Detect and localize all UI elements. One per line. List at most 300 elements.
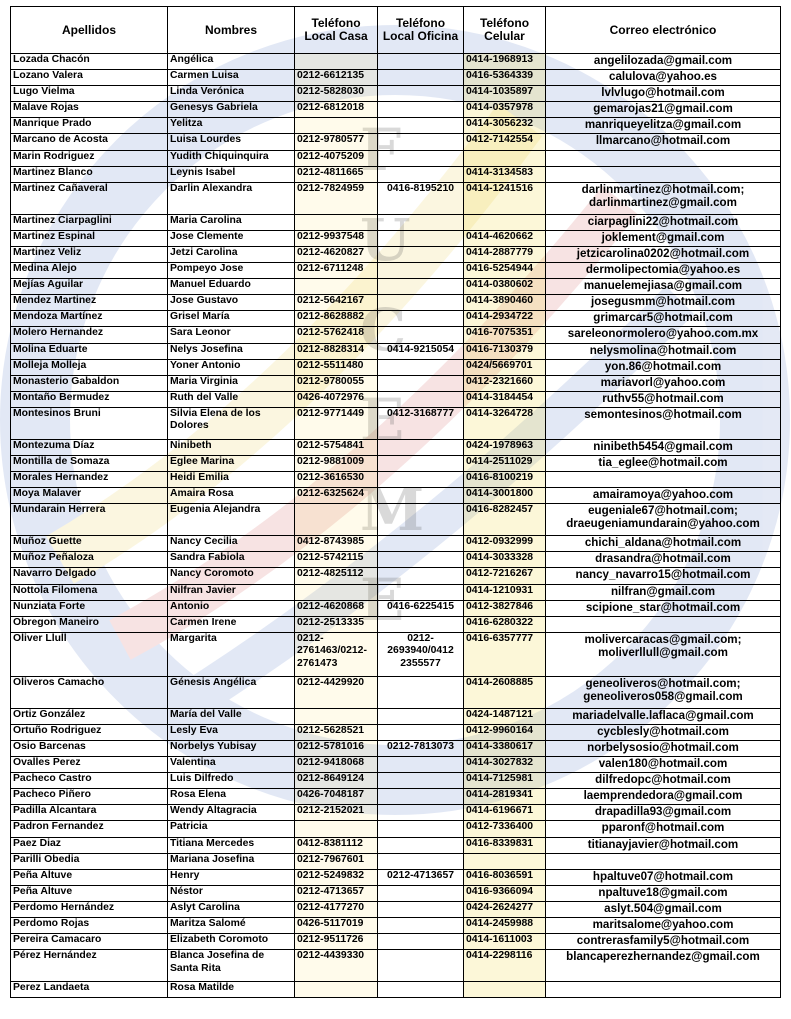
table-row [11, 853, 781, 869]
table-row [11, 166, 781, 182]
cell-telefono-casa: 0212-5511480 [295, 359, 378, 375]
cell-nombres: Nancy Coromoto [168, 568, 295, 584]
table-row [11, 773, 781, 789]
cell-telefono-celular: 0414-3380617 [464, 741, 546, 757]
cell-nombres: Aslyt Carolina [168, 901, 295, 917]
table-row [11, 134, 781, 150]
cell-correo [546, 166, 781, 182]
cell-telefono-oficina [378, 327, 464, 343]
cell-telefono-oficina [378, 86, 464, 102]
table-row [11, 901, 781, 917]
cell-nombres: Luisa Lourdes [168, 134, 295, 150]
cell-telefono-oficina [378, 757, 464, 773]
cell-telefono-oficina [378, 54, 464, 70]
cell-correo: geneoliveros@hotmail.com; geneoliveros058@gmail.com [546, 676, 781, 708]
cell-telefono-celular: 0416-8100219 [464, 472, 546, 488]
table-row [11, 488, 781, 504]
cell-apellidos: Ortiz González [11, 708, 168, 724]
cell-apellidos: Manrique Prado [11, 118, 168, 134]
table-row [11, 536, 781, 552]
cell-telefono-casa: 0212-6812018 [295, 102, 378, 118]
cell-nombres: Henry [168, 869, 295, 885]
cell-telefono-oficina: 0212-2693940/0412 2355577 [378, 632, 464, 676]
cell-telefono-celular [464, 853, 546, 869]
cell-telefono-casa [295, 584, 378, 600]
cell-correo: grimarcar5@hotmail.com [546, 311, 781, 327]
cell-telefono-oficina [378, 391, 464, 407]
cell-correo: dilfredopc@hotmail.com [546, 773, 781, 789]
cell-telefono-celular: 0414-3033328 [464, 552, 546, 568]
cell-correo: aslyt.504@gmail.com [546, 901, 781, 917]
cell-nombres: Genesys Gabriela [168, 102, 295, 118]
cell-telefono-oficina [378, 934, 464, 950]
table-row [11, 230, 781, 246]
cell-correo [546, 616, 781, 632]
cell-telefono-casa [295, 821, 378, 837]
cell-nombres: Manuel Eduardo [168, 279, 295, 295]
cell-telefono-casa: 0212-7824959 [295, 182, 378, 214]
cell-correo: lvlvlugo@hotmail.com [546, 86, 781, 102]
cell-telefono-oficina [378, 263, 464, 279]
cell-telefono-oficina [378, 359, 464, 375]
table-row [11, 869, 781, 885]
table-row [11, 359, 781, 375]
cell-telefono-casa [295, 54, 378, 70]
cell-apellidos: Padilla Alcantara [11, 805, 168, 821]
cell-telefono-oficina [378, 134, 464, 150]
cell-telefono-casa: 0212-4620827 [295, 246, 378, 262]
cell-telefono-oficina [378, 805, 464, 821]
table-row [11, 616, 781, 632]
table-row [11, 54, 781, 70]
cell-apellidos: Ortuño Rodriguez [11, 724, 168, 740]
cell-nombres: Yudith Chiquinquira [168, 150, 295, 166]
cell-correo: ciarpaglini22@hotmail.com [546, 214, 781, 230]
cell-telefono-casa: 0212-5828030 [295, 86, 378, 102]
cell-telefono-oficina [378, 676, 464, 708]
cell-telefono-celular: 0416-7075351 [464, 327, 546, 343]
cell-telefono-celular: 0414-4620662 [464, 230, 546, 246]
cell-telefono-casa: 0212-5642167 [295, 295, 378, 311]
table-row [11, 600, 781, 616]
cell-correo: nelysmolina@hotmail.com [546, 343, 781, 359]
cell-correo: drasandra@hotmail.com [546, 552, 781, 568]
cell-apellidos: Lugo Vielma [11, 86, 168, 102]
cell-telefono-casa: 0412-8743985 [295, 536, 378, 552]
cell-telefono-celular: 0424-1487121 [464, 708, 546, 724]
cell-nombres: Ruth del Valle [168, 391, 295, 407]
cell-telefono-oficina [378, 724, 464, 740]
cell-apellidos: Peña Altuve [11, 885, 168, 901]
cell-correo: llmarcano@hotmail.com [546, 134, 781, 150]
cell-correo: nancy_navarro15@hotmail.com [546, 568, 781, 584]
cell-correo: drapadilla93@gmail.com [546, 805, 781, 821]
cell-telefono-celular: 0416-5254944 [464, 263, 546, 279]
cell-apellidos: Marin Rodriguez [11, 150, 168, 166]
cell-telefono-celular: 0412-0932999 [464, 536, 546, 552]
cell-correo: pparonf@hotmail.com [546, 821, 781, 837]
cell-telefono-celular: 0414-1210931 [464, 584, 546, 600]
cell-telefono-oficina [378, 789, 464, 805]
header-row [11, 7, 781, 54]
cell-telefono-casa: 0212-9771449 [295, 407, 378, 439]
cell-telefono-celular: 0414-6196671 [464, 805, 546, 821]
cell-correo: blancaperezhernandez@gmail.com [546, 950, 781, 982]
cell-telefono-casa: 0212-2513335 [295, 616, 378, 632]
cell-nombres: Carmen Luisa [168, 70, 295, 86]
cell-telefono-oficina [378, 773, 464, 789]
cell-telefono-casa: 0212-4825112 [295, 568, 378, 584]
table-row [11, 504, 781, 536]
cell-apellidos: Mejías Aguilar [11, 279, 168, 295]
cell-nombres: Blanca Josefina de Santa Rita [168, 950, 295, 982]
table-row [11, 391, 781, 407]
cell-apellidos: Molina Eduarte [11, 343, 168, 359]
cell-nombres: Maria Carolina [168, 214, 295, 230]
table-row [11, 885, 781, 901]
cell-apellidos: Mendez Martinez [11, 295, 168, 311]
table-row [11, 805, 781, 821]
cell-telefono-oficina [378, 214, 464, 230]
cell-apellidos: Molero Hernandez [11, 327, 168, 343]
header-nombres: Nombres [168, 7, 295, 54]
cell-nombres: Jose Gustavo [168, 295, 295, 311]
cell-correo: josegusmm@hotmail.com [546, 295, 781, 311]
cell-correo: manuelemejiasa@gmail.com [546, 279, 781, 295]
cell-correo: angelilozada@gmail.com [546, 54, 781, 70]
cell-nombres: Rosa Elena [168, 789, 295, 805]
cell-correo: manriqueyelitza@gmail.com [546, 118, 781, 134]
cell-telefono-celular: 0414-3134583 [464, 166, 546, 182]
header-telefono-oficina: Teléfono Local Oficina [378, 7, 464, 54]
cell-apellidos: Martinez Blanco [11, 166, 168, 182]
cell-telefono-celular: 0414-3056232 [464, 118, 546, 134]
table-row [11, 439, 781, 455]
table-row [11, 118, 781, 134]
cell-nombres: Darlin Alexandra [168, 182, 295, 214]
table-row [11, 102, 781, 118]
table-row [11, 86, 781, 102]
table-row [11, 246, 781, 262]
cell-telefono-celular: 0414-2459988 [464, 918, 546, 934]
cell-nombres: Carmen Irene [168, 616, 295, 632]
cell-telefono-oficina [378, 708, 464, 724]
cell-correo: jetzicarolina0202@hotmail.com [546, 246, 781, 262]
table-row [11, 708, 781, 724]
cell-apellidos: Oliver Llull [11, 632, 168, 676]
cell-telefono-celular: 0412-3827846 [464, 600, 546, 616]
cell-telefono-oficina: 0212-7813073 [378, 741, 464, 757]
cell-telefono-celular: 0414-2819341 [464, 789, 546, 805]
cell-telefono-oficina [378, 70, 464, 86]
cell-telefono-casa: 0212-4713657 [295, 885, 378, 901]
cell-telefono-celular: 0424-2624277 [464, 901, 546, 917]
cell-telefono-celular: 0414-2298116 [464, 950, 546, 982]
cell-nombres: Néstor [168, 885, 295, 901]
table-row [11, 263, 781, 279]
cell-telefono-celular: 0412-9960164 [464, 724, 546, 740]
cell-correo: maritsalome@yahoo.com [546, 918, 781, 934]
cell-correo: mariadelvalle.laflaca@gmail.com [546, 708, 781, 724]
cell-telefono-casa: 0212-2761463/0212-2761473 [295, 632, 378, 676]
cell-telefono-casa [295, 708, 378, 724]
cell-correo: semontesinos@hotmail.com [546, 407, 781, 439]
table-row [11, 724, 781, 740]
cell-telefono-casa [295, 118, 378, 134]
cell-nombres: Titiana Mercedes [168, 837, 295, 853]
cell-telefono-oficina [378, 982, 464, 998]
cell-correo: tia_eglee@hotmail.com [546, 455, 781, 471]
cell-telefono-celular: 0414-3264728 [464, 407, 546, 439]
cell-nombres: Linda Verónica [168, 86, 295, 102]
cell-apellidos: Muñoz Guette [11, 536, 168, 552]
cell-apellidos: Pacheco Castro [11, 773, 168, 789]
cell-apellidos: Mendoza Martínez [11, 311, 168, 327]
cell-telefono-casa: 0426-4072976 [295, 391, 378, 407]
cell-telefono-celular: 0414-3184454 [464, 391, 546, 407]
cell-telefono-oficina [378, 102, 464, 118]
cell-apellidos: Oliveros Camacho [11, 676, 168, 708]
cell-nombres: Grisel María [168, 311, 295, 327]
cell-correo: ruthv55@hotmail.com [546, 391, 781, 407]
cell-telefono-oficina [378, 375, 464, 391]
cell-telefono-oficina: 0412-3168777 [378, 407, 464, 439]
cell-telefono-oficina [378, 439, 464, 455]
cell-telefono-oficina [378, 504, 464, 536]
cell-apellidos: Obregon Maneiro [11, 616, 168, 632]
cell-apellidos: Osio Barcenas [11, 741, 168, 757]
cell-telefono-casa: 0212-8828314 [295, 343, 378, 359]
cell-telefono-oficina [378, 455, 464, 471]
cell-nombres: Ninibeth [168, 439, 295, 455]
header-correo: Correo electrónico [546, 7, 781, 54]
cell-correo: nilfran@gmail.com [546, 584, 781, 600]
cell-telefono-celular: 0416-5364339 [464, 70, 546, 86]
table-row [11, 295, 781, 311]
cell-apellidos: Marcano de Acosta [11, 134, 168, 150]
cell-telefono-casa: 0212-5249832 [295, 869, 378, 885]
cell-telefono-oficina: 0416-8195210 [378, 182, 464, 214]
cell-telefono-casa: 0426-5117019 [295, 918, 378, 934]
cell-telefono-oficina [378, 950, 464, 982]
cell-nombres: Jetzi Carolina [168, 246, 295, 262]
cell-correo [546, 150, 781, 166]
cell-apellidos: Montilla de Somaza [11, 455, 168, 471]
table-row [11, 584, 781, 600]
cell-correo: valen180@hotmail.com [546, 757, 781, 773]
cell-telefono-casa: 0212-6711248 [295, 263, 378, 279]
cell-nombres: Amaira Rosa [168, 488, 295, 504]
header-telefono-casa: Teléfono Local Casa [295, 7, 378, 54]
cell-apellidos: Peña Altuve [11, 869, 168, 885]
contact-directory [10, 6, 780, 998]
cell-correo: scipione_star@hotmail.com [546, 600, 781, 616]
cell-nombres: Sara Leonor [168, 327, 295, 343]
table-row [11, 757, 781, 773]
cell-apellidos: Ovalles Perez [11, 757, 168, 773]
table-row [11, 455, 781, 471]
cell-nombres: Sandra Fabiola [168, 552, 295, 568]
table-row [11, 70, 781, 86]
cell-telefono-casa [295, 982, 378, 998]
cell-correo: calulova@yahoo.es [546, 70, 781, 86]
cell-telefono-oficina [378, 536, 464, 552]
cell-correo: gemarojas21@gmail.com [546, 102, 781, 118]
cell-correo: chichi_aldana@hotmail.com [546, 536, 781, 552]
cell-telefono-oficina [378, 552, 464, 568]
cell-telefono-celular: 0416-9366094 [464, 885, 546, 901]
svg-text:M: M [360, 476, 425, 544]
cell-telefono-celular: 0424/5669701 [464, 359, 546, 375]
cell-apellidos: Martinez Ciarpaglini [11, 214, 168, 230]
cell-telefono-celular: 0414-1241516 [464, 182, 546, 214]
table-row [11, 934, 781, 950]
cell-nombres: Nancy Cecilia [168, 536, 295, 552]
table-row [11, 343, 781, 359]
cell-correo: sareleonormolero@yahoo.com.mx [546, 327, 781, 343]
cell-apellidos: Paez Diaz [11, 837, 168, 853]
cell-apellidos: Martinez Veliz [11, 246, 168, 262]
cell-telefono-casa: 0212-6612135 [295, 70, 378, 86]
cell-nombres: Rosa Matilde [168, 982, 295, 998]
cell-apellidos: Perez Landaeta [11, 982, 168, 998]
cell-apellidos: Montaño Bermudez [11, 391, 168, 407]
cell-correo [546, 853, 781, 869]
cell-telefono-celular: 0414-2887779 [464, 246, 546, 262]
cell-telefono-celular: 0414-2511029 [464, 455, 546, 471]
cell-nombres: Angélica [168, 54, 295, 70]
cell-nombres: Silvia Elena de los Dolores [168, 407, 295, 439]
cell-apellidos: Pacheco Piñero [11, 789, 168, 805]
cell-nombres: Maria Virginia [168, 375, 295, 391]
cell-telefono-casa [295, 279, 378, 295]
cell-telefono-casa: 0412-8381112 [295, 837, 378, 853]
cell-apellidos: Parilli Obedia [11, 853, 168, 869]
cell-nombres: Eugenia Alejandra [168, 504, 295, 536]
cell-nombres: Nelys Josefina [168, 343, 295, 359]
cell-apellidos: Pérez Hernández [11, 950, 168, 982]
cell-nombres: Eglee Marina [168, 455, 295, 471]
svg-text:E: E [360, 566, 405, 634]
table-row [11, 472, 781, 488]
cell-telefono-celular: 0412-7216267 [464, 568, 546, 584]
cell-nombres: Lesly Eva [168, 724, 295, 740]
table-row [11, 375, 781, 391]
cell-apellidos: Mundarain Herrera [11, 504, 168, 536]
cell-telefono-oficina [378, 584, 464, 600]
cell-telefono-celular: 0414-0357978 [464, 102, 546, 118]
cell-telefono-celular: 0414-3890460 [464, 295, 546, 311]
cell-telefono-casa: 0212-4811665 [295, 166, 378, 182]
cell-correo: joklement@gmail.com [546, 230, 781, 246]
cell-telefono-oficina [378, 166, 464, 182]
cell-apellidos: Morales Hernandez [11, 472, 168, 488]
table-row [11, 327, 781, 343]
table-row [11, 632, 781, 676]
cell-telefono-oficina [378, 246, 464, 262]
cell-correo: npaltuve18@gmail.com [546, 885, 781, 901]
cell-correo: dermolipectomia@yahoo.es [546, 263, 781, 279]
cell-nombres: Yelitza [168, 118, 295, 134]
table-row [11, 311, 781, 327]
cell-telefono-casa: 0212-9418068 [295, 757, 378, 773]
cell-telefono-celular: 0414-3027832 [464, 757, 546, 773]
cell-apellidos: Martinez Espinal [11, 230, 168, 246]
cell-apellidos: Padron Fernandez [11, 821, 168, 837]
cell-telefono-casa: 0212-5762418 [295, 327, 378, 343]
cell-telefono-celular: 0424-1978963 [464, 439, 546, 455]
cell-nombres: Pompeyo Jose [168, 263, 295, 279]
cell-nombres: Margarita [168, 632, 295, 676]
svg-text:U: U [360, 206, 411, 274]
table-row [11, 950, 781, 982]
cell-telefono-casa: 0212-9780577 [295, 134, 378, 150]
cell-apellidos: Muñoz Peñaloza [11, 552, 168, 568]
cell-nombres: Valentina [168, 757, 295, 773]
cell-apellidos: Nunziata Forte [11, 600, 168, 616]
cell-telefono-celular [464, 982, 546, 998]
table-row [11, 741, 781, 757]
cell-correo: molivercaracas@gmail.com; moliverllull@gmail.com [546, 632, 781, 676]
cell-nombres: Antonio [168, 600, 295, 616]
cell-telefono-oficina [378, 837, 464, 853]
cell-telefono-casa: 0212-9881009 [295, 455, 378, 471]
cell-correo: hpaltuve07@hotmail.com [546, 869, 781, 885]
cell-telefono-celular: 0416-6357777 [464, 632, 546, 676]
cell-telefono-oficina [378, 488, 464, 504]
cell-correo: ninibeth5454@gmail.com [546, 439, 781, 455]
cell-telefono-casa: 0212-4620868 [295, 600, 378, 616]
cell-telefono-casa: 0212-9511726 [295, 934, 378, 950]
cell-telefono-casa: 0212-5781016 [295, 741, 378, 757]
cell-telefono-celular: 0416-7130379 [464, 343, 546, 359]
cell-correo: laemprendedora@gmail.com [546, 789, 781, 805]
cell-telefono-casa: 0212-4429920 [295, 676, 378, 708]
cell-telefono-casa: 0212-9780055 [295, 375, 378, 391]
table-row [11, 150, 781, 166]
cell-correo: eugeniale67@hotmail.com; draeugeniamundarain@yahoo.com [546, 504, 781, 536]
cell-telefono-casa: 0212-9937548 [295, 230, 378, 246]
cell-apellidos: Moya Malaver [11, 488, 168, 504]
cell-telefono-oficina: 0416-6225415 [378, 600, 464, 616]
cell-telefono-celular: 0414-3001800 [464, 488, 546, 504]
cell-telefono-casa: 0212-4075209 [295, 150, 378, 166]
svg-text:F: F [360, 116, 402, 184]
cell-telefono-celular: 0416-8036591 [464, 869, 546, 885]
cell-correo: titianayjavier@hotmail.com [546, 837, 781, 853]
cell-apellidos: Nottola Filomena [11, 584, 168, 600]
cell-apellidos: Pereira Camacaro [11, 934, 168, 950]
table-row [11, 279, 781, 295]
cell-telefono-oficina: 0414-9215054 [378, 343, 464, 359]
cell-telefono-oficina [378, 853, 464, 869]
cell-telefono-casa: 0212-3616530 [295, 472, 378, 488]
header-apellidos: Apellidos [11, 7, 168, 54]
cell-apellidos: Perdomo Rojas [11, 918, 168, 934]
cell-apellidos: Molleja Molleja [11, 359, 168, 375]
table-row [11, 918, 781, 934]
cell-telefono-casa: 0212-6325624 [295, 488, 378, 504]
cell-telefono-celular: 0412-2321660 [464, 375, 546, 391]
cell-correo: contrerasfamily5@hotmail.com [546, 934, 781, 950]
cell-nombres: Luis Dilfredo [168, 773, 295, 789]
cell-telefono-casa: 0212-4439330 [295, 950, 378, 982]
contact-table [10, 6, 781, 998]
cell-correo [546, 982, 781, 998]
cell-telefono-oficina [378, 118, 464, 134]
cell-apellidos: Monasterio Gabaldon [11, 375, 168, 391]
cell-nombres: Génesis Angélica [168, 676, 295, 708]
